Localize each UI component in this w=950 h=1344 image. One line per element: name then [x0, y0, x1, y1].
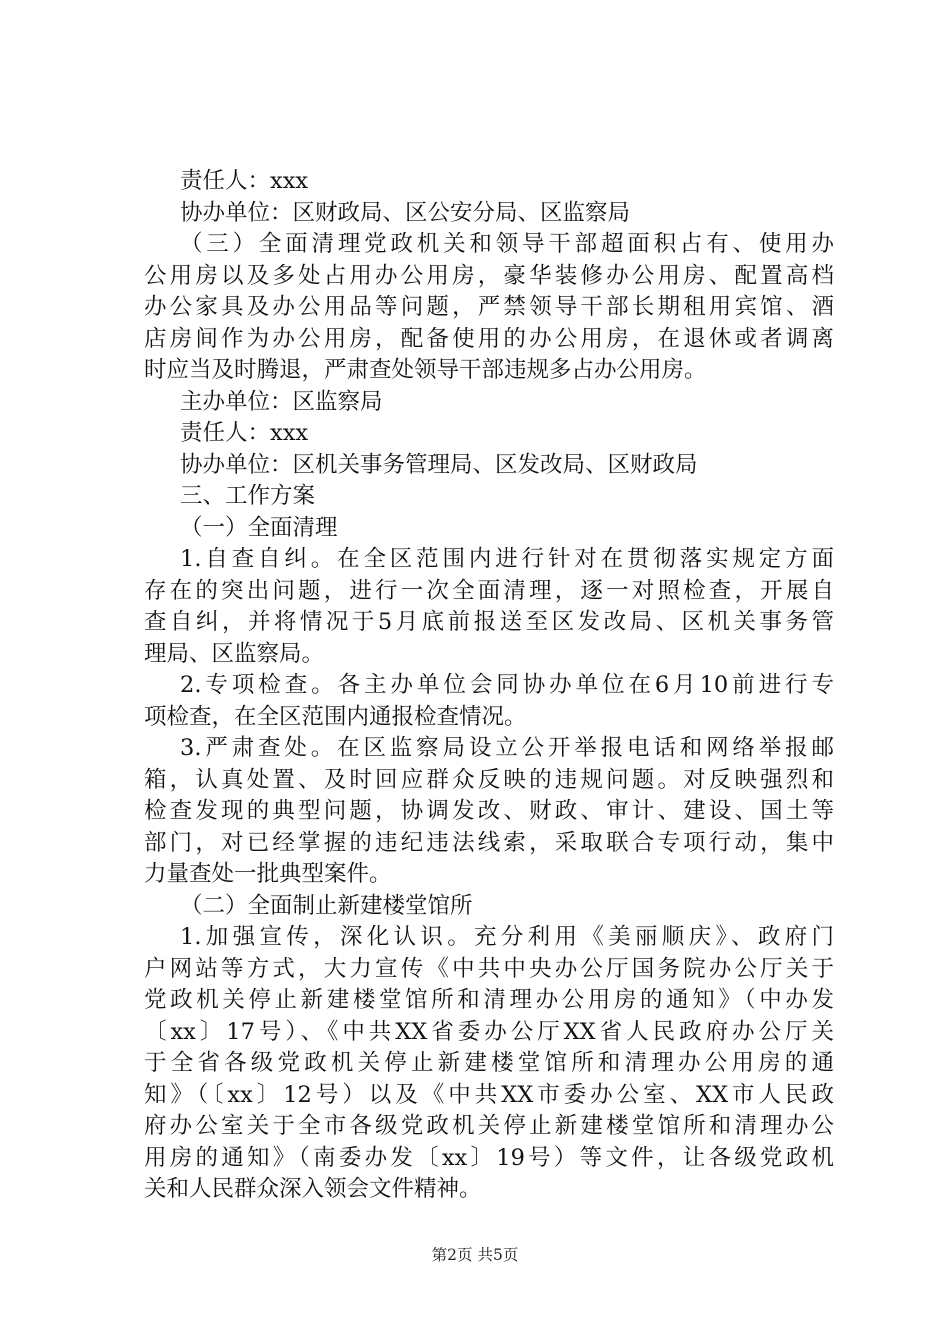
text-line: 于全省各级党政机关停止新建楼堂馆所和清理办公用房的通	[144, 1050, 834, 1076]
text-line: 公用房以及多处占用办公用房，豪华装修办公用房、配置高档	[144, 262, 834, 289]
text-line: （三）全面清理党政机关和领导干部超面积占有、使用办	[180, 231, 834, 257]
text-line: 1.自查自纠。在全区范围内进行针对在贯彻落实规定方面	[180, 546, 834, 572]
text-line: 项检查，在全区范围内通报检查情况。	[144, 703, 527, 730]
text-line: 3.严肃查处。在区监察局设立公开举报电话和网络举报邮	[180, 735, 834, 761]
text-line: 检查发现的典型问题，协调发改、财政、审计、建设、国土等	[144, 798, 834, 824]
section-heading: 三、工作方案	[180, 483, 316, 509]
text-line: 查自纠，并将情况于5月底前报送至区发改局、区机关事务管	[144, 609, 834, 635]
text-line: 责任人：xxx	[180, 168, 309, 194]
text-line: 存在的突出问题，进行一次全面清理，逐一对照检查，开展自	[144, 577, 834, 604]
text-line: 用房的通知》（南委办发〔xx〕19号）等文件，让各级党政机	[144, 1144, 834, 1171]
text-line: 责任人：xxx	[180, 420, 309, 446]
text-line: 党政机关停止新建楼堂馆所和清理办公用房的通知》（中办发	[144, 987, 834, 1013]
text-line: 主办单位：区监察局	[180, 388, 383, 415]
text-line: 店房间作为办公用房，配备使用的办公用房，在退休或者调离	[144, 325, 834, 352]
text-line: 知》（〔xx〕12号）以及《中共XX市委办公室、XX市人民政	[144, 1081, 834, 1108]
text-line: 时应当及时腾退，严肃查处领导干部违规多占办公用房。	[144, 357, 707, 383]
text-line: 箱，认真处置、及时回应群众反映的违规问题。对反映强烈和	[144, 766, 834, 793]
text-line: 部门，对已经掌握的违纪违法线索，采取联合专项行动，集中	[144, 829, 834, 856]
document-body	[144, 166, 834, 1206]
subsection-heading: （二）全面制止新建楼堂馆所	[180, 892, 473, 919]
text-line: 协办单位：区机关事务管理局、区发改局、区财政局	[180, 451, 698, 478]
text-line: 协办单位：区财政局、区公安分局、区监察局	[180, 199, 631, 226]
text-line: 关和人民群众深入领会文件精神。	[144, 1176, 482, 1202]
text-line: 理局、区监察局。	[144, 640, 325, 667]
text-line: 府办公室关于全市各级党政机关停止新建楼堂馆所和清理办公	[144, 1113, 834, 1139]
text-line: 2.专项检查。各主办单位会同协办单位在6月10前进行专	[180, 672, 834, 698]
text-line: 办公家具及办公用品等问题，严禁领导干部长期租用宾馆、酒	[144, 294, 834, 320]
text-line: 〔xx〕17号）、《中共XX省委办公厅XX省人民政府办公厅关	[144, 1018, 834, 1045]
text-line: 1.加强宣传，深化认识。充分利用《美丽顺庆》、政府门	[180, 924, 834, 950]
text-line: 力量查处一批典型案件。	[144, 861, 392, 887]
page-footer: 第2页 共5页	[431, 1246, 519, 1264]
subsection-heading: （一）全面清理	[180, 514, 338, 541]
text-line: 户网站等方式，大力宣传《中共中央办公厅国务院办公厅关于	[144, 955, 834, 982]
